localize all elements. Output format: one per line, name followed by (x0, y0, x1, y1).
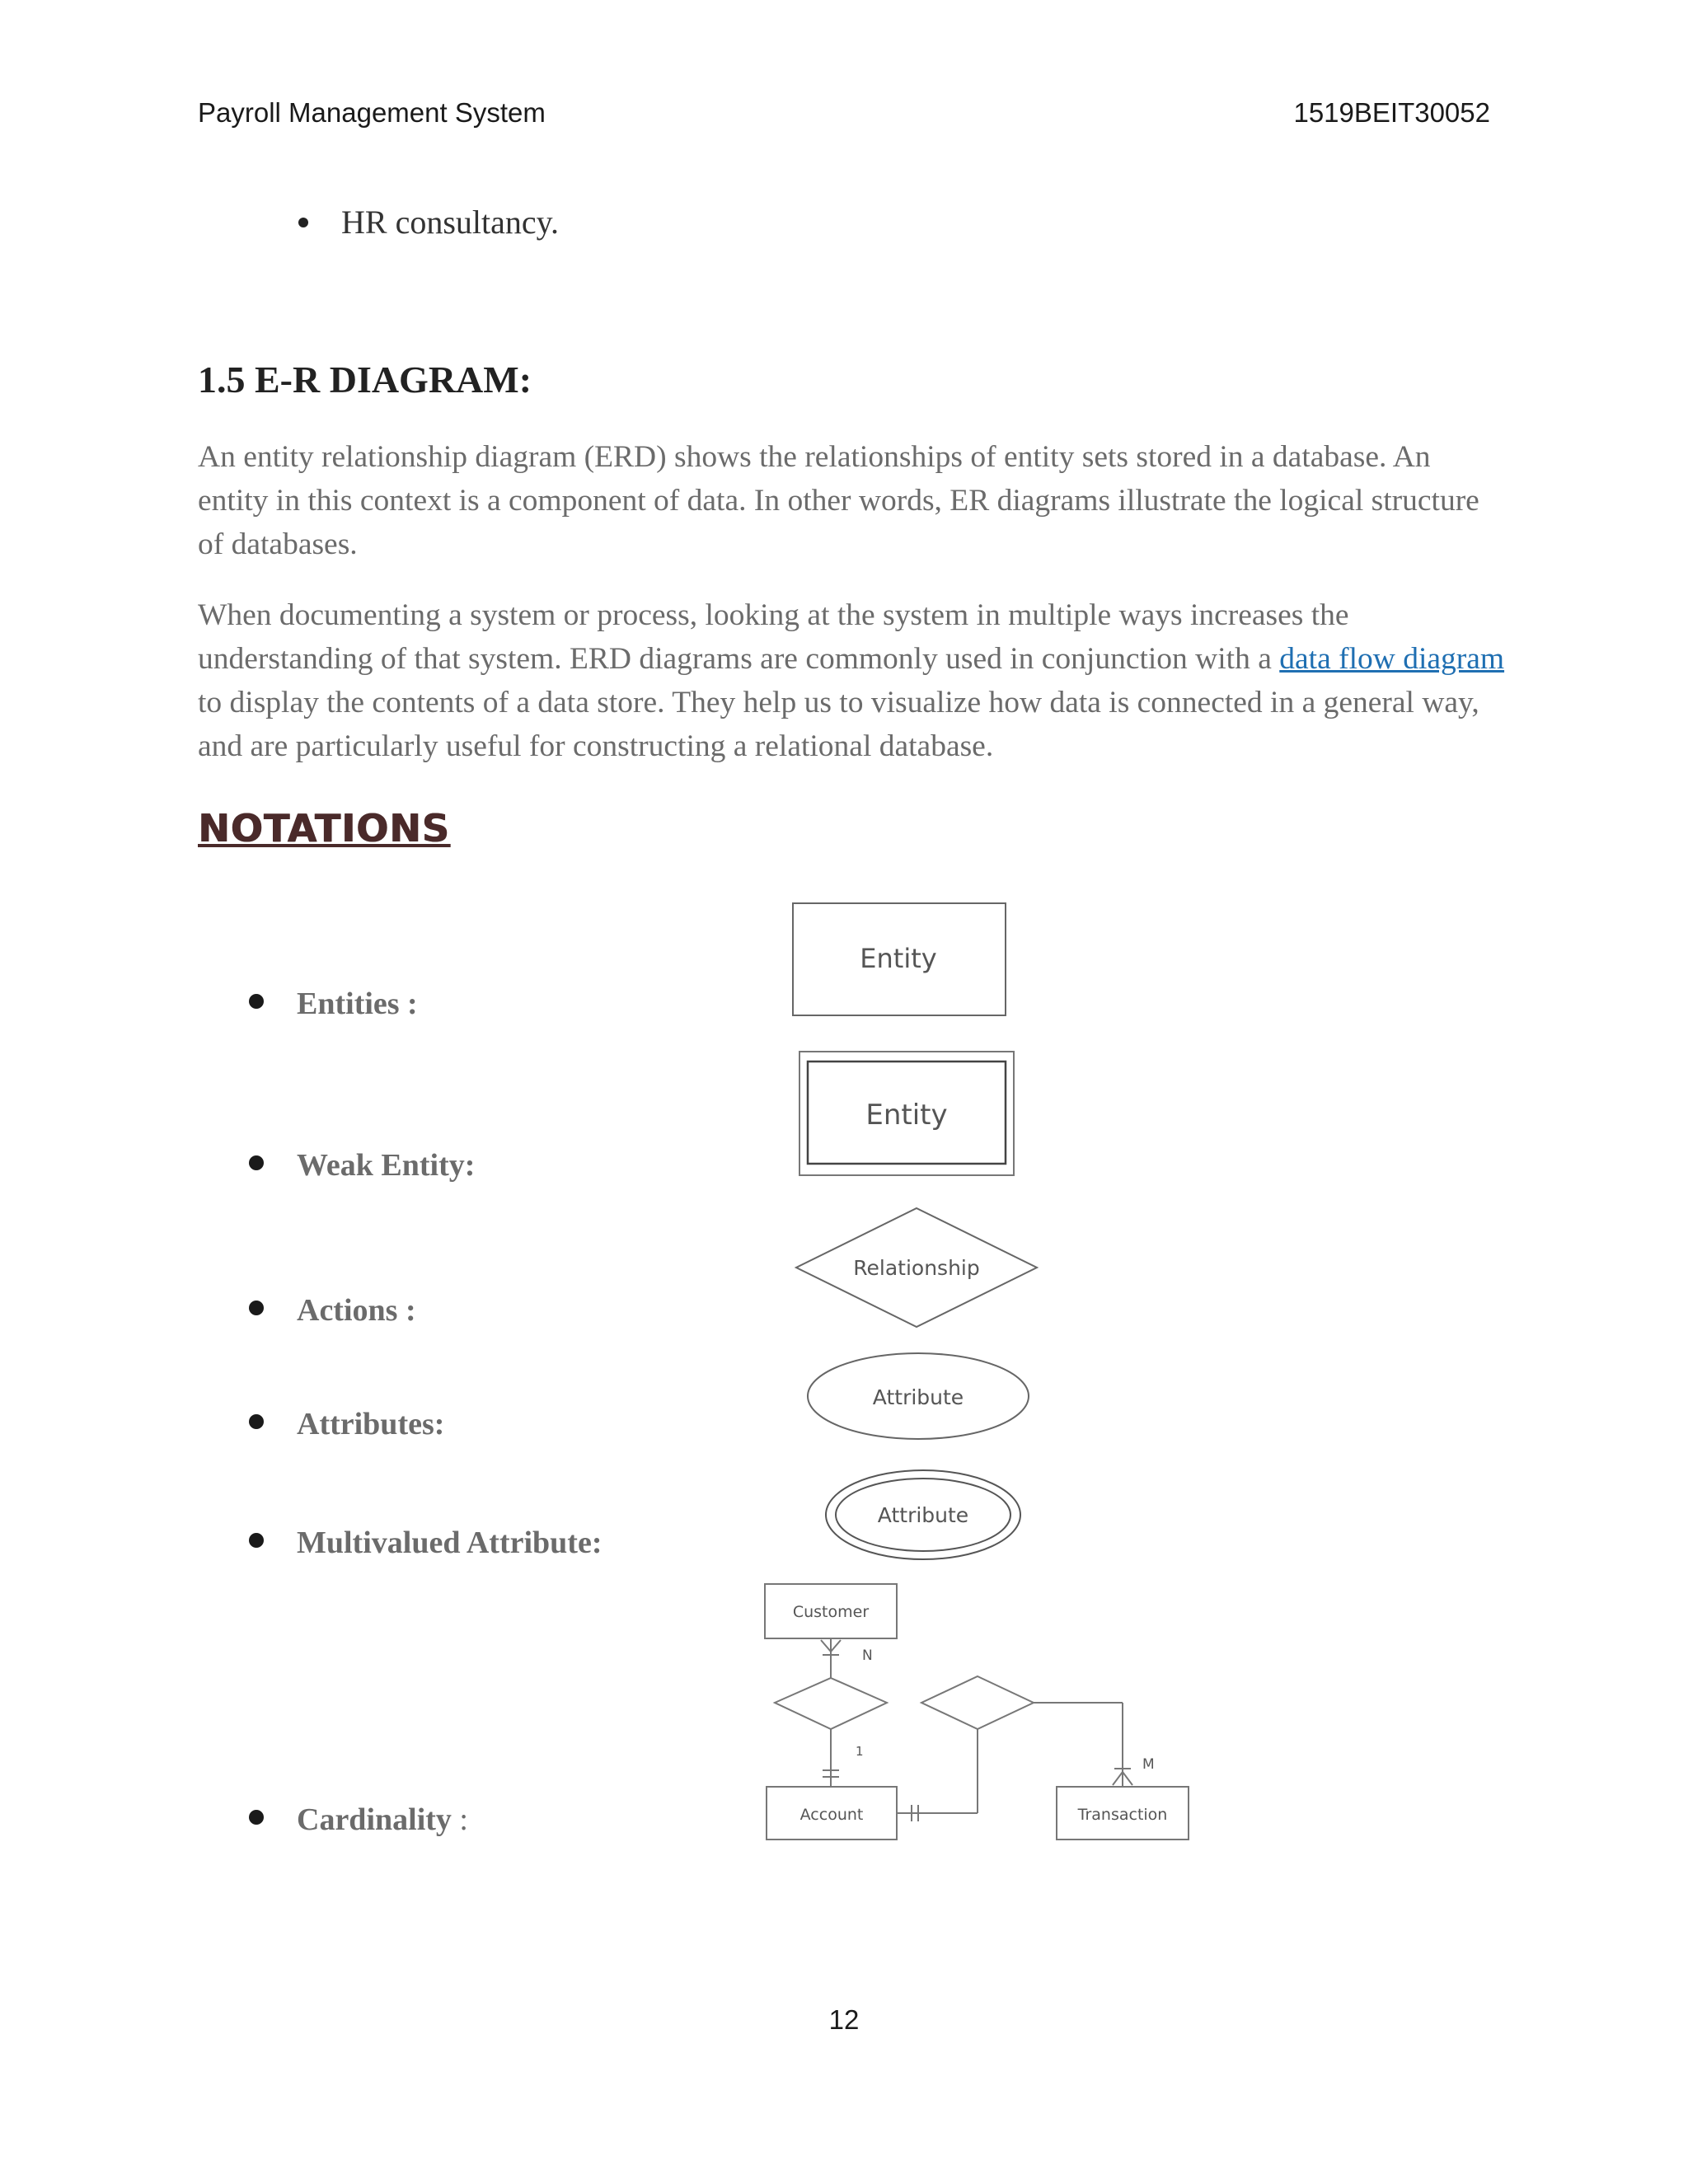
notation-label: Actions : (297, 1293, 416, 1328)
multivalued-attribute-shape (826, 1470, 1020, 1559)
crows-foot-mark (1113, 1772, 1123, 1785)
transaction-label: Transaction (1077, 1806, 1168, 1824)
relationship-diamond (775, 1678, 887, 1729)
multivalued-attribute-label: Attribute (877, 1503, 969, 1527)
notations-heading: NOTATIONS (198, 806, 450, 851)
attribute-shape (808, 1353, 1029, 1439)
weak-entity-shape (799, 1052, 1014, 1175)
cardinality-diagram (765, 1584, 1189, 1840)
notation-label: Cardinality (297, 1802, 452, 1837)
notation-item-cardinality: Cardinality : (249, 1802, 468, 1838)
account-label: Account (799, 1806, 864, 1824)
relationship-shape (796, 1208, 1037, 1327)
notation-label: Weak Entity: (297, 1148, 476, 1183)
header-id: 1519BEIT30052 (1293, 97, 1490, 128)
paragraph-text: to display the contents of a data store. They help us to visualize how data is connected in a general way, and are particularly useful for constructing a relational database. (198, 686, 1479, 763)
attribute-label: Attribute (872, 1385, 964, 1409)
paragraph-text: When documenting a system or process, looking at the system in multiple ways increases the understanding of that system. ERD diagrams are commonly used in conjunction with a (198, 598, 1349, 676)
entity-shape (793, 903, 1006, 1015)
cardinality-m-label: M (1142, 1756, 1155, 1773)
crows-foot-mark (1123, 1772, 1132, 1785)
paragraph-erd-definition: An entity relationship diagram (ERD) shows the relationships of entity sets stored in a database. An entity in this context is a component of data. In other words, ER diagrams illustrate the logical structure of databases. (198, 440, 1479, 561)
notation-label: Entities : (297, 987, 418, 1021)
entity-label: Entity (860, 943, 937, 974)
cardinality-1-label: 1 (856, 1744, 864, 1759)
section-heading: 1.5 E-R DIAGRAM: (198, 359, 532, 401)
weak-entity-label: Entity (865, 1099, 948, 1132)
notation-label: Multivalued Attribute: (297, 1526, 603, 1560)
data-flow-diagram-link[interactable]: data flow diagram (1279, 642, 1505, 676)
relationship-diamond (921, 1676, 1034, 1729)
relationship-label: Relationship (853, 1256, 980, 1280)
notation-label: Attributes: (297, 1407, 445, 1441)
customer-label: Customer (792, 1603, 870, 1621)
crows-foot-mark (831, 1640, 841, 1652)
cardinality-n-label: N (862, 1647, 873, 1664)
list-item-text: HR consultancy. (341, 204, 560, 241)
page-number: 12 (828, 2004, 860, 2035)
header-title: Payroll Management System (198, 97, 546, 128)
crows-foot-mark (821, 1640, 831, 1652)
